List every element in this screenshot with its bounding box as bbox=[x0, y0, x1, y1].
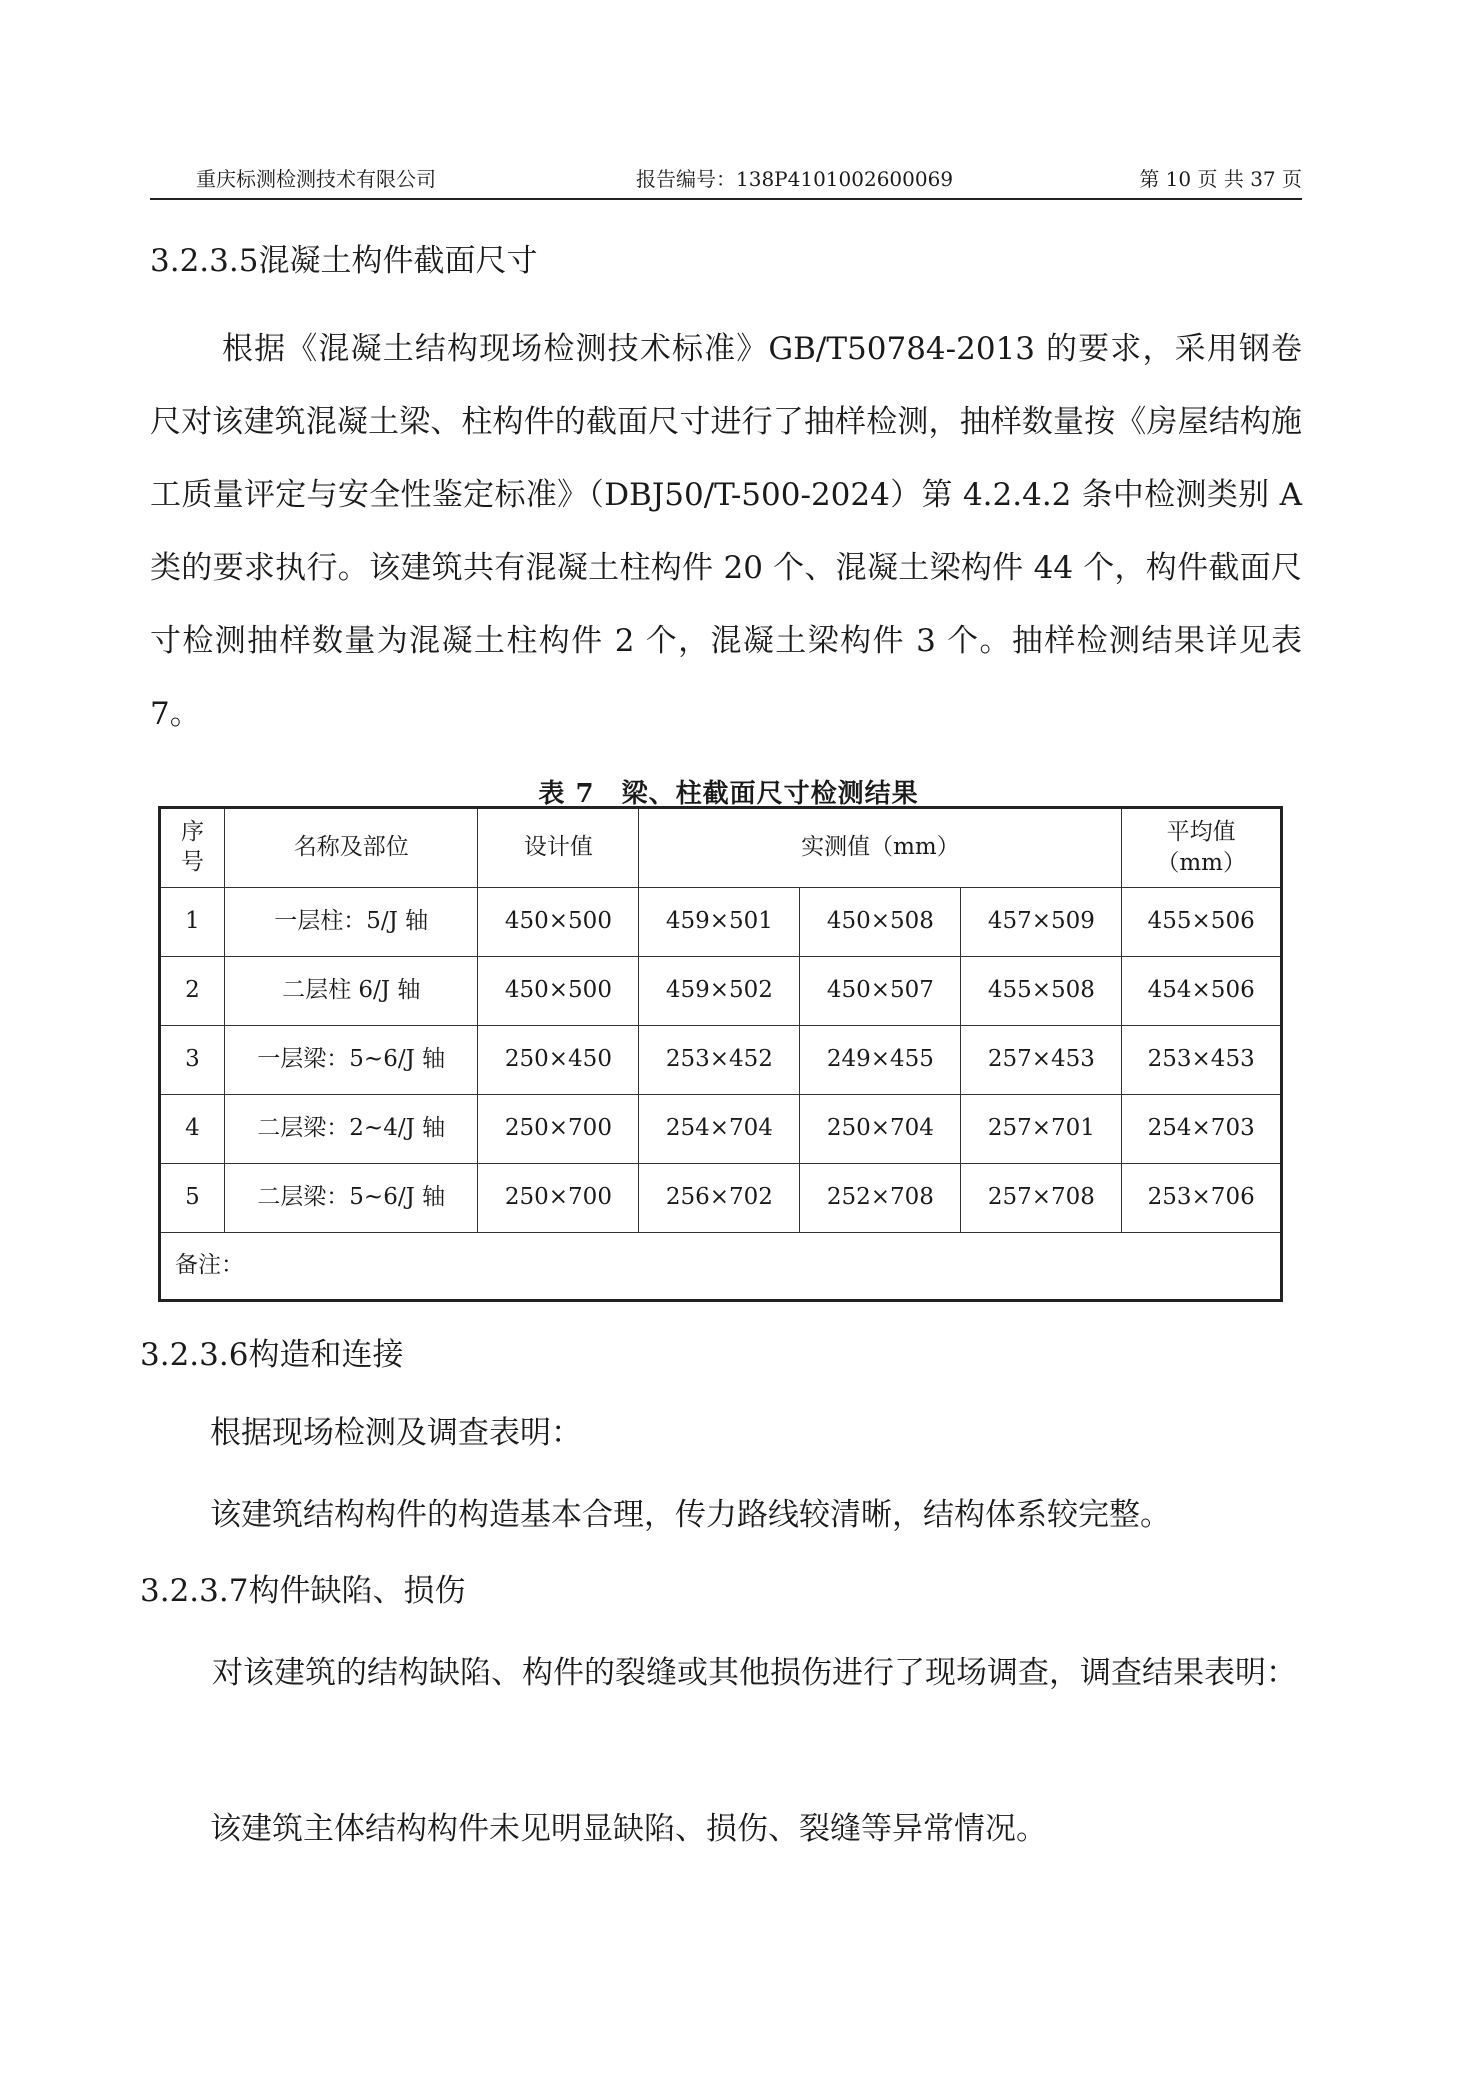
table-header-row bbox=[160, 808, 1282, 888]
table-row bbox=[160, 1164, 1282, 1233]
section-3236-line1: 根据现场检测及调查表明： bbox=[210, 1415, 582, 1451]
cell-measured-2: 249×455 bbox=[800, 1026, 961, 1095]
cell-seq: 4 bbox=[160, 1095, 225, 1164]
table-note: 备注： bbox=[160, 1233, 1282, 1301]
report-number: 报告编号：138P4101002600069 bbox=[636, 167, 954, 191]
cell-name: 一层梁：5~6/J 轴 bbox=[225, 1026, 478, 1095]
table-7-caption: 表 7 梁、柱截面尺寸检测结果 bbox=[538, 779, 919, 809]
cell-average: 454×506 bbox=[1122, 957, 1282, 1026]
cell-measured-3: 257×453 bbox=[961, 1026, 1122, 1095]
section-3237-paragraph: 对该建筑的结构缺陷、构件的裂缝或其他损伤进行了现场调查，调查结果表明： bbox=[212, 1655, 1297, 1691]
cell-measured-2: 450×507 bbox=[800, 957, 961, 1026]
header-measured: 实测值（mm） bbox=[639, 808, 1122, 888]
cell-name: 二层梁：5~6/J 轴 bbox=[225, 1164, 478, 1233]
section-3236-title: 3.2.3.6构造和连接 bbox=[140, 1337, 404, 1373]
cell-measured-3: 257×701 bbox=[961, 1095, 1122, 1164]
cell-average: 253×453 bbox=[1122, 1026, 1282, 1095]
section-3235-title: 3.2.3.5混凝土构件截面尺寸 bbox=[150, 243, 538, 279]
cell-measured-3: 257×708 bbox=[961, 1164, 1122, 1233]
cell-measured-2: 250×704 bbox=[800, 1095, 961, 1164]
page-header bbox=[150, 158, 1302, 200]
cell-name: 二层柱 6/J 轴 bbox=[225, 957, 478, 1026]
cell-measured-3: 457×509 bbox=[961, 888, 1122, 957]
cell-measured-2: 252×708 bbox=[800, 1164, 961, 1233]
cell-measured-1: 459×502 bbox=[639, 957, 800, 1026]
cell-design: 450×500 bbox=[478, 957, 639, 1026]
header-name: 名称及部位 bbox=[225, 808, 478, 888]
table-7 bbox=[158, 806, 1283, 1302]
cell-seq: 3 bbox=[160, 1026, 225, 1095]
table-note-row bbox=[160, 1233, 1282, 1301]
table-row bbox=[160, 888, 1282, 957]
cell-name: 一层柱：5/J 轴 bbox=[225, 888, 478, 957]
cell-measured-1: 253×452 bbox=[639, 1026, 800, 1095]
company-name: 重庆标测检测技术有限公司 bbox=[196, 167, 436, 191]
header-seq: 序号 bbox=[160, 808, 225, 888]
cell-measured-2: 450×508 bbox=[800, 888, 961, 957]
section-3237-line: 该建筑主体结构构件未见明显缺陷、损伤、裂缝等异常情况。 bbox=[210, 1811, 1047, 1847]
cell-design: 450×500 bbox=[478, 888, 639, 957]
page-number: 第 10 页 共 37 页 bbox=[1139, 167, 1302, 191]
table-row bbox=[160, 957, 1282, 1026]
table-row bbox=[160, 1026, 1282, 1095]
cell-measured-1: 459×501 bbox=[639, 888, 800, 957]
cell-average: 254×703 bbox=[1122, 1095, 1282, 1164]
section-3235-paragraph: 根据《混凝土结构现场检测技术标准》GB/T50784-2013 的要求，采用钢卷尺对该建筑混凝土梁、柱构件的截面尺寸进行了抽样检测，抽样数量按《房屋结构施工质量评定与安全性鉴定标准》（DBJ50/T-500-2024）第 4.2.4.2 条中检测类别 A 类的要求执行。该建筑共有混凝土柱构件 20 个、混凝土梁构件 44 个，构件截面尺寸检测抽样数量为混凝土柱构件 2 个，混凝土梁构件 3 个。抽样检测结果详见表 7。 bbox=[150, 331, 1302, 732]
cell-measured-1: 256×702 bbox=[639, 1164, 800, 1233]
cell-seq: 5 bbox=[160, 1164, 225, 1233]
cell-average: 253×706 bbox=[1122, 1164, 1282, 1233]
cell-design: 250×700 bbox=[478, 1164, 639, 1233]
section-3236-line2: 该建筑结构构件的构造基本合理，传力路线较清晰，结构体系较完整。 bbox=[210, 1497, 1171, 1533]
cell-measured-1: 254×704 bbox=[639, 1095, 800, 1164]
cell-seq: 1 bbox=[160, 888, 225, 957]
cell-design: 250×700 bbox=[478, 1095, 639, 1164]
header-average: 平均值（mm） bbox=[1122, 808, 1282, 888]
cell-average: 455×506 bbox=[1122, 888, 1282, 957]
cell-seq: 2 bbox=[160, 957, 225, 1026]
cell-name: 二层梁：2~4/J 轴 bbox=[225, 1095, 478, 1164]
header-design: 设计值 bbox=[478, 808, 639, 888]
section-3237-title: 3.2.3.7构件缺陷、损伤 bbox=[140, 1573, 466, 1609]
cell-measured-3: 455×508 bbox=[961, 957, 1122, 1026]
table-row bbox=[160, 1095, 1282, 1164]
cell-design: 250×450 bbox=[478, 1026, 639, 1095]
